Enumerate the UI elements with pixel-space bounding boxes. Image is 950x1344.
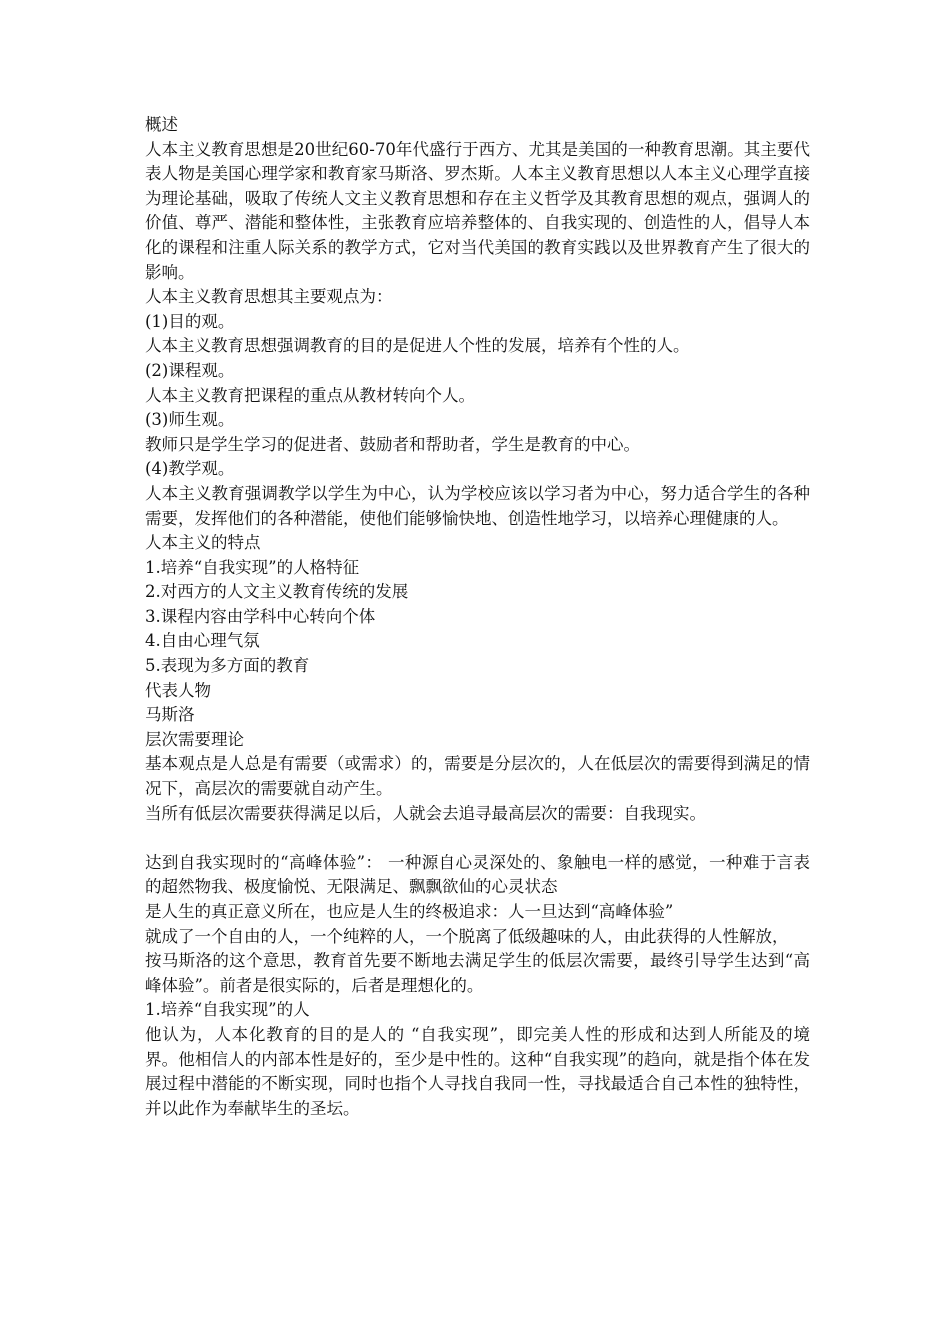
views-heading: 人本主义教育思想其主要观点为： bbox=[145, 287, 393, 307]
view1-text: 人本主义教育思想强调教育的目的是促进人个性的发展，培养有个性的人。 bbox=[145, 336, 690, 356]
theory-heading: 层次需要理论 bbox=[145, 729, 244, 749]
section1-heading: 1.培养“自我实现”的人 bbox=[145, 1000, 310, 1020]
intro-paragraph: 人本主义教育思想是20世纪60-70年代盛行于西方、尤其是美国的一种教育思潮。其主要代表人物是美国心理学家和教育家马斯洛、罗杰斯。人本主义教育思想以人本主义心理学直接为理论基础，吸取了传统人文主义教育思想和存在主义哲学及其教育思想的观点，强调人的价值、尊严、潜能和整体性，主张教育应培养整体的、自我实现的、创造性的人，倡导人本化的课程和注重人际关系的教学方式，它对当代美国的教育实践以及世界教育产生了很大的影响。 bbox=[145, 139, 810, 282]
features-heading: 人本主义的特点 bbox=[145, 533, 261, 553]
theory-paragraph-1: 基本观点是人总是有需要（或需求）的，需要是分层次的，人在低层次的需要得到满足的情况下，高层次的需要就自动产生。 bbox=[145, 754, 810, 799]
overview-heading: 概述 bbox=[145, 115, 178, 134]
view2-title: (2)课程观。 bbox=[145, 360, 235, 380]
feature-item-5: 5.表现为多方面的教育 bbox=[145, 656, 310, 676]
view2-text: 人本主义教育把课程的重点从教材转向个人。 bbox=[145, 385, 475, 405]
peak-paragraph-1: 达到自我实现时的“高峰体验”： 一种源自心灵深处的、象触电一样的感觉，一种难于言表的超然物我、极度愉悦、无限满足、飘飘欲仙的心灵状态 bbox=[145, 852, 810, 897]
view4-text: 人本主义教育强调教学以学生为中心，认为学校应该以学习者为中心，努力适合学生的各种需要，发挥他们的各种潜能，使他们能够愉快地、创造性地学习，以培养心理健康的人。 bbox=[145, 483, 810, 528]
peak-paragraph-4: 按马斯洛的这个意思，教育首先要不断地去满足学生的低层次需要，最终引导学生达到“高峰体验”。前者是很实际的，后者是理想化的。 bbox=[145, 951, 810, 995]
view4-title: (4)教学观。 bbox=[145, 459, 235, 479]
figure-name: 马斯洛 bbox=[145, 705, 195, 725]
theory-paragraph-2: 当所有低层次需要获得满足以后，人就会去追寻最高层次的需要：自我现实。 bbox=[145, 803, 706, 823]
peak-paragraph-3: 就成了一个自由的人，一个纯粹的人，一个脱离了低级趣味的人，由此获得的人性解放， bbox=[145, 926, 789, 946]
blank-line bbox=[145, 826, 810, 851]
document-body bbox=[145, 113, 810, 1121]
view3-text: 教师只是学生学习的促进者、鼓励者和帮助者，学生是教育的中心。 bbox=[145, 434, 640, 454]
feature-item-4: 4.自由心理气氛 bbox=[145, 631, 260, 651]
view1-title: (1)目的观。 bbox=[145, 311, 235, 331]
feature-item-3: 3.课程内容由学科中心转向个体 bbox=[145, 606, 376, 626]
section1-paragraph: 他认为，人本化教育的目的是人的 “自我实现”，即完美人性的形成和达到人所能及的境界。他相信人的内部本性是好的，至少是中性的。这种“自我实现”的趋向，就是指个体在发展过程中潜能的不断实现，同时也指个人寻找自我同一性，寻找最适合自己本性的独特性，并以此作为奉献毕生的圣坛。 bbox=[145, 1024, 810, 1118]
figures-heading: 代表人物 bbox=[145, 680, 211, 700]
feature-item-1: 1.培养“自我实现”的人格特征 bbox=[145, 557, 360, 577]
feature-item-2: 2.对西方的人文主义教育传统的发展 bbox=[145, 582, 409, 602]
view3-title: (3)师生观。 bbox=[145, 410, 235, 430]
peak-paragraph-2: 是人生的真正意义所在，也应是人生的终极追求：人一旦达到“高峰体验” bbox=[145, 902, 674, 921]
